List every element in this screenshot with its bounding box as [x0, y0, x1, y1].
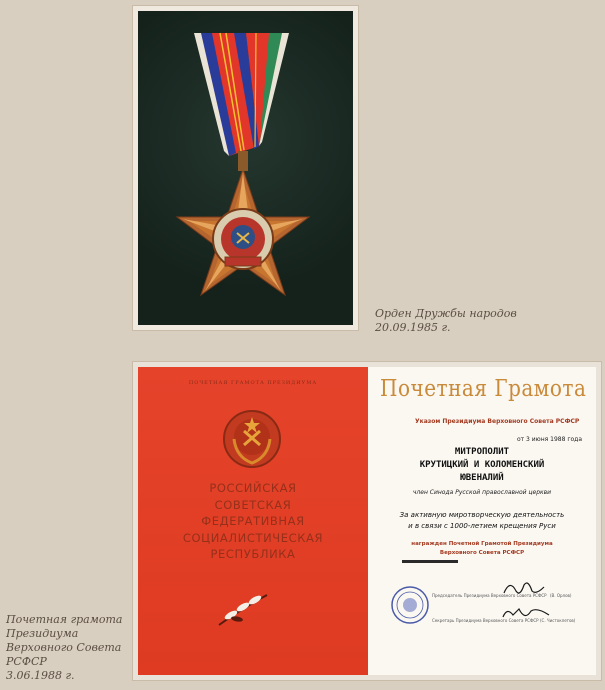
laurel-branch-icon: [213, 589, 273, 629]
signer1-title: Председатель Президиума Верховного Совета РСФСР: [432, 593, 547, 598]
republic-line: РОССИЙСКАЯ: [209, 481, 297, 495]
republic-line: РЕСПУБЛИКА: [210, 547, 296, 561]
award-reason-line: За активную миротворческую деятельность: [399, 511, 565, 519]
certificate-caption-line: РСФСР: [6, 655, 47, 668]
ribbon: [194, 33, 289, 156]
recipient-name: [368, 446, 596, 485]
signer1-name: (В. Орлов): [550, 593, 572, 598]
award-reason: [368, 510, 596, 532]
medal-caption-date: 20.09.1985 г.: [375, 321, 451, 334]
signer2-name: (С. Чистоклетов): [540, 618, 576, 623]
medal-photo-frame: [133, 6, 358, 330]
rsfsr-emblem-icon: [220, 407, 284, 471]
certificate-caption-date: 3.06.1988 г.: [6, 669, 75, 682]
award-statement: [368, 540, 596, 558]
recipient-name-line: ЮВЕНАЛИЙ: [460, 473, 504, 483]
certificate-text-page: [368, 367, 596, 675]
republic-line: СОВЕТСКАЯ: [214, 497, 292, 512]
medal-caption: [375, 307, 517, 335]
order-of-friendship-image: [138, 11, 353, 325]
award-reason-line: и в связи с 1000-летием крещения Руси: [408, 522, 556, 530]
republic-line: СОЦИАЛИСТИЧЕСКАЯ: [182, 530, 324, 545]
cover-top-line: ПОЧЕТНАЯ ГРАМОТА ПРЕЗИДИУМА: [188, 380, 318, 386]
republic-name: [138, 480, 368, 563]
official-seal-icon: [390, 585, 430, 625]
award-statement-line: награжден Почетной Грамотой Президиума: [411, 541, 553, 547]
divider: [402, 560, 458, 563]
certificate-caption: [6, 613, 122, 683]
certificate-title: Почетная Грамота: [380, 374, 587, 402]
certificate: [138, 367, 596, 675]
signature-2: [501, 603, 551, 625]
certificate-caption-line: Почетная грамота: [6, 613, 123, 626]
recipient-role: член Синода Русской православной церкви: [412, 489, 552, 496]
certificate-caption-line: Верховного Совета: [6, 641, 122, 654]
award-statement-line: Верховного Совета РСФСР: [439, 550, 525, 556]
medal-photo: [138, 11, 353, 325]
certificate-date: от 3 июня 1988 года: [516, 436, 582, 443]
republic-line: ФЕДЕРАТИВНАЯ: [201, 514, 305, 528]
order-star: [177, 169, 309, 295]
medal-caption-title: Орден Дружбы народов: [375, 307, 517, 320]
certificate-subtitle: Указом Президиума Верховного Совета РСФСР: [415, 418, 580, 425]
recipient-name-line: МИТРОПОЛИТ: [454, 447, 510, 457]
certificate-frame: [133, 362, 601, 680]
signer2-title: Секретарь Президиума Верховного Совета РСФСР: [432, 618, 539, 623]
certificate-caption-line: Президиума: [6, 627, 79, 640]
certificate-cover: [138, 367, 368, 675]
signature-1: [502, 577, 546, 599]
recipient-name-line: КРУТИЦКИЙ И КОЛОМЕНСКИЙ: [419, 460, 545, 470]
